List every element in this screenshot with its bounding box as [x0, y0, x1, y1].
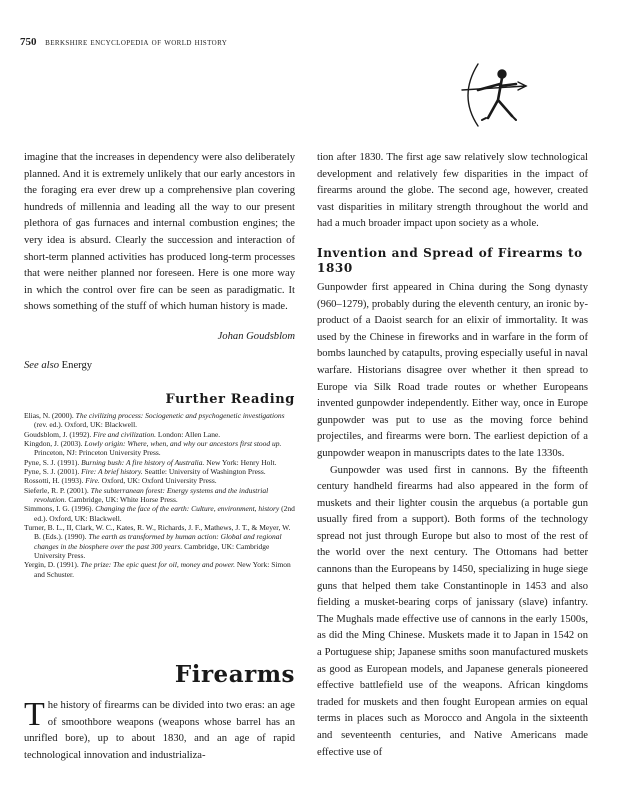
bow-curve: [468, 64, 478, 126]
see-also-link[interactable]: Energy: [61, 359, 93, 371]
intro-text: he history of firearms can be divided into two eras: an age of smoothbore weapons (weapons whose barrel has an unrifled bore), up to about 1830, and an age of rapid technological innovation and industrializa-: [24, 700, 295, 761]
reference-item: Yergin, D. (1991). The prize: The epic quest for oil, money and power. New York: Simon and Schuster.: [24, 560, 291, 579]
reference-item: Kingdon, J. (2003). Lowly origin: Where, when, and why our ancestors first stood up. Princeton, NJ: Princeton University Press.: [24, 438, 282, 458]
see-also: [24, 358, 295, 374]
drop-cap: T: [24, 696, 45, 734]
reference-item: Sieferle, R. P. (2001). The subterranean forest: Energy systems and the industrial revolution. Cambridge, UK: White Horse Press.: [24, 485, 269, 505]
further-reading-heading: Further Reading: [165, 391, 295, 407]
reference-item: Turner, B. L., II, Clark, W. C., Kates, R. W., Richards, J. F., Mathews, J. T., & Meyer, W. B. (Eds.). (1990). The earth as transformed by human action: Global and regional changes in the biosphere over the past 300 years. Cambridge, UK: Cambridge University Press.: [24, 523, 291, 561]
archer-body: [478, 78, 516, 118]
reference-item: Simmons, I. G. (1996). Changing the face of the earth: Culture, environment, history (2nd ed.). Oxford, UK: Blackwell.: [24, 504, 295, 523]
right-column: [317, 150, 588, 761]
reference-item: Rossotti, H. (1993). Fire. Oxford, UK: Oxford University Press.: [24, 476, 217, 486]
reference-item: Elias, N. (2000). The civilizing process: Sociogenetic and psychogenetic investigations (rev. ed.). Oxford, UK: Blackwell.: [24, 410, 285, 430]
reference-item: Goudsblom, J. (1992). Fire and civilization. London: Allen Lane.: [24, 429, 221, 439]
body-paragraph: Gunpowder was used first in cannons. By the fifteenth century handheld firearms had also appeared in the form of muskets and their lighter cousin the arquebus (a portable gun usually fired from a support). Both forms of the technology spread not just through Europe but also to most of the rest of the world over the next century. The Ottomans had better cannons than the Europeans by 1450, specializing in huge siege guns that helped them take Constantinople in 1453 and also fielding a musket-bearing corps of janissary (slave) infantry. The Mughals made effective use of cannons in the early 1500s, as did the Ming Chinese. Muskets made it to Japan in 1542 on a Portuguese ship; Japanese smiths soon manufactured muskets as good as European models, and Japanese generals pioneered effective battlefield use of the weapons. African kingdoms traded for muskets and then fought European armies on equal terms in places such as Morocco and Angola in the sixteenth and seventeenth centuries, and Native Americans made effective use of: [317, 464, 588, 758]
body-paragraph: imagine that the increases in dependency were also deliberately planned. And it is extremely unlikely that our early ancestors in the foraging era ever drew up a comprehensive plan covering hundreds of millennia and leading all the way to our present plethora of gas furnaces and internal combustion engines; the very idea is absurd. Clearly the succession and interaction of short-term planned activities has produced long-term processes that were neither planned nor foreseen. Here is one more way in which the control over fire can be seen as paradigmatic. It shows something of the stuff of which human history is made.: [24, 152, 295, 313]
intro-paragraph: [24, 698, 295, 764]
article-title: Firearms: [174, 661, 295, 689]
running-header: [20, 36, 227, 48]
running-title: berkshire encyclopedia of world history: [45, 38, 228, 48]
body-paragraph: Gunpowder first appeared in China during the Song dynasty (960–1279), probably during the eleventh century, an ironic by-product of a Daoist search for an elixir of immortality. It was used by the Chinese in fireworks and in warfare in the form of bombs launched by catapults, proving especially useful in naval warfare. Historians disagree over whether it then spread to Europe via Silk Road trade routes or whether Europeans invented gunpowder independently. Either way, once in Europe gunpowder was put to use as the moving force behind projectiles, and firearms were born. The earliest depiction of a gunpowder weapon in manuscripts dates to the late 1330s.: [317, 281, 588, 459]
reference-item: Pyne, S. J. (2001). Fire: A brief history. Seattle: University of Washington Press.: [24, 467, 266, 476]
archer-illustration: [456, 60, 528, 130]
author-attribution: Johan Goudsblom: [217, 330, 295, 342]
section-heading: Invention and Spread of Firearms to 1830: [317, 245, 583, 275]
reference-list: [24, 411, 295, 579]
see-also-label: See also: [24, 359, 60, 371]
body-paragraph: tion after 1830. The first age saw relatively slow technological development and relatively few disparities in the impact of firearms around the globe. The second age, however, created vast disparities in military strength throughout the world and had a much broader impact upon society as a whole.: [317, 152, 588, 230]
page-number: 750: [20, 36, 37, 48]
reference-item: Pyne, S. J. (1991). Burning bush: A fire history of Australia. New York: Henry Holt.: [24, 457, 277, 467]
left-column: [24, 150, 295, 765]
